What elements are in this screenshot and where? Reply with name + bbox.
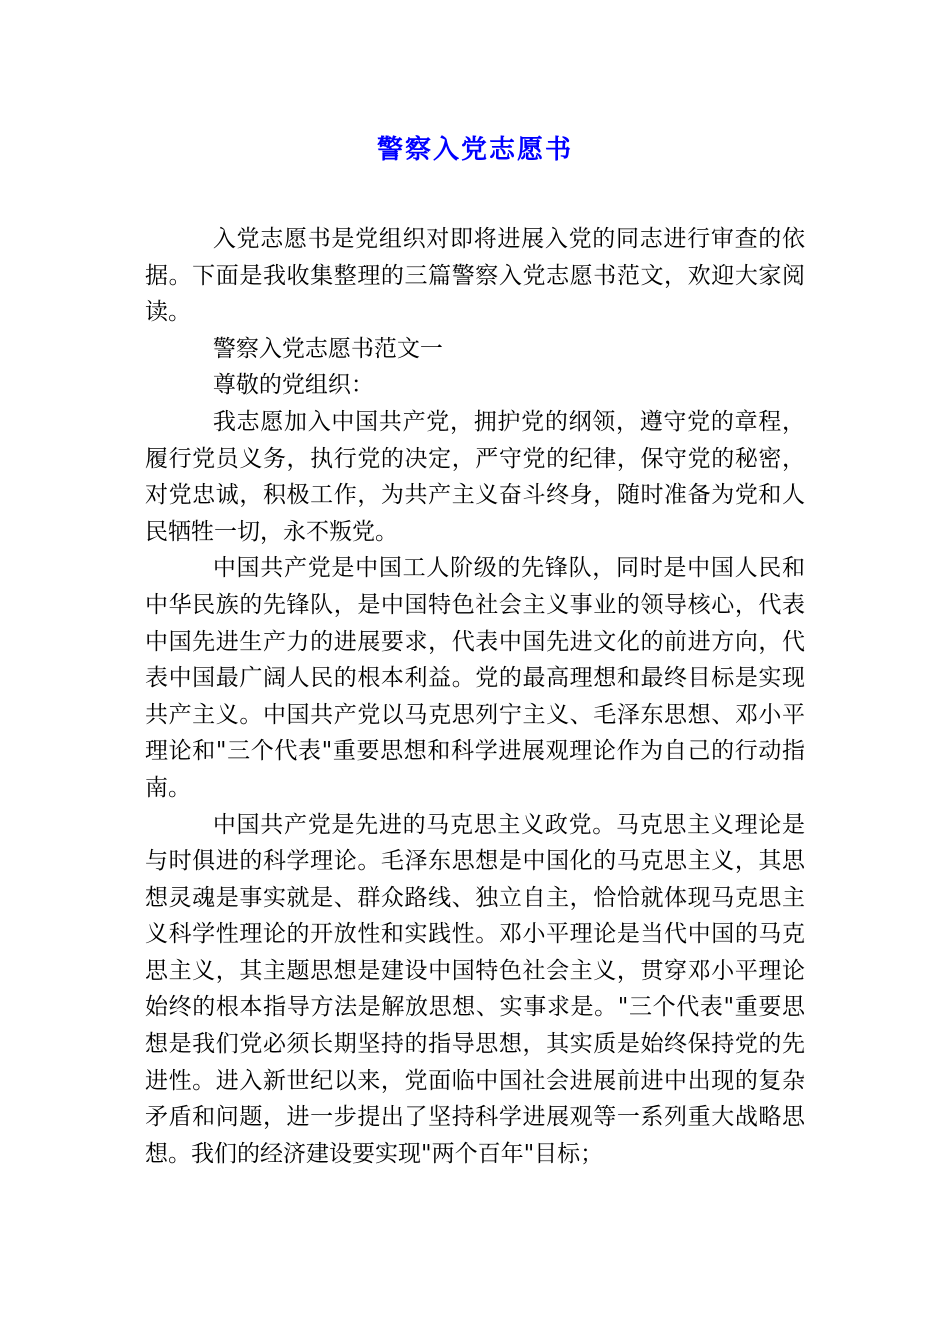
body-paragraph: 中国共产党是先进的马克思主义政党。马克思主义理论是与时俱进的科学理论。毛泽东思想是中国化的马克思主义，其思想灵魂是事实就是、群众路线、独立自主，恰恰就体现马克思主义科学性理论的开放性和实践性。邓小平理论是当代中国的马克思主义，其主题思想是建设中国特色社会主义，贯穿邓小平理论始终的根本指导方法是解放思想、实事求是。"三个代表"重要思想是我们党必须长期坚持的指导思想，其实质是始终保持党的先进性。进入新世纪以来，党面临中国社会进展前进中出现的复杂矛盾和问题，进一步提出了坚持科学进展观等一系列重大战略思想。我们的经济建设要实现"两个百年"目标；	[145, 811, 805, 1167]
salutation: 尊敬的党组织：	[212, 372, 374, 399]
section-heading: 警察入党志愿书范文一	[212, 335, 443, 362]
body-paragraph: 我志愿加入中国共产党，拥护党的纲领，遵守党的章程，履行党员义务，执行党的决定，严守党的纪律，保守党的秘密，对党忠诚，积极工作，为共产主义奋斗终身，随时准备为党和人民牺牲一切，永不叛党。	[145, 408, 805, 545]
intro-paragraph: 入党志愿书是党组织对即将进展入党的同志进行审查的依据。下面是我收集整理的三篇警察入党志愿书范文，欢迎大家阅读。	[145, 226, 805, 326]
document-title: 警察入党志愿书	[376, 135, 573, 165]
document-body	[145, 221, 805, 1172]
body-paragraph: 中国共产党是中国工人阶级的先锋队，同时是中国人民和中华民族的先锋队，是中国特色社会主义事业的领导核心，代表中国先进生产力的进展要求，代表中国先进文化的前进方向，代表中国最广阔人民的根本利益。党的最高理想和最终目标是实现共产主义。中国共产党以马克思列宁主义、毛泽东思想、邓小平理论和"三个代表"重要思想和科学进展观理论作为自己的行动指南。	[145, 555, 805, 801]
